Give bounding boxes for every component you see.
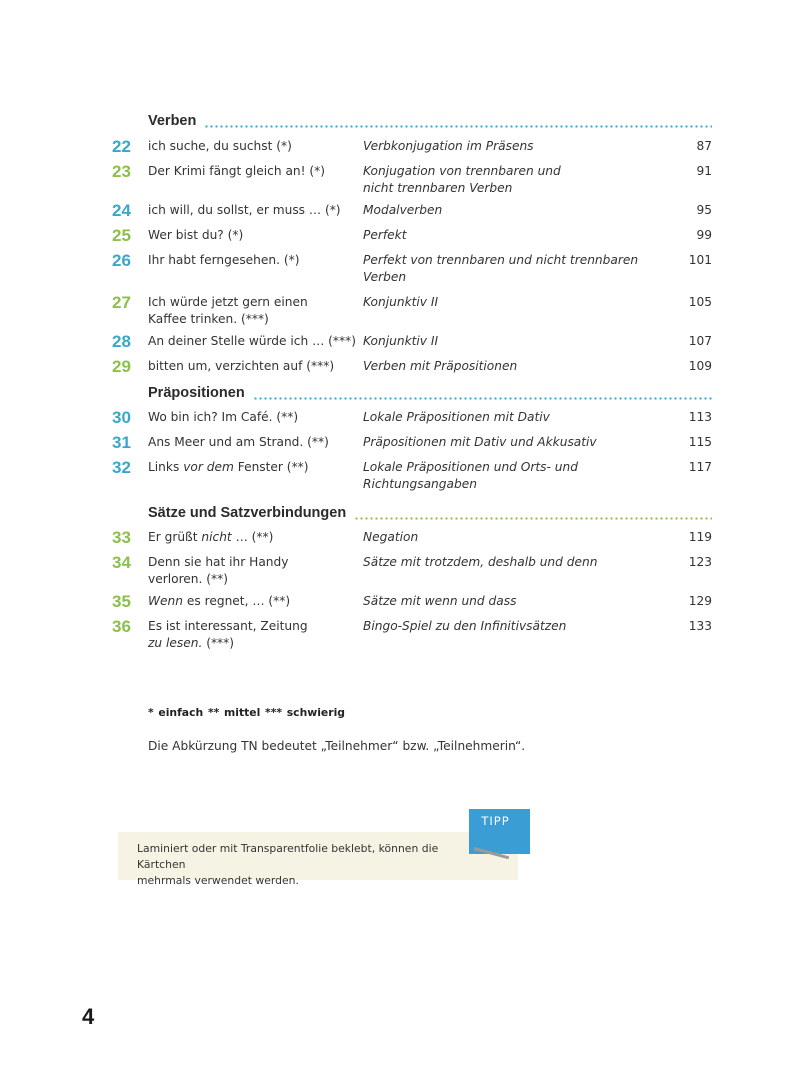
toc-row[interactable] bbox=[112, 163, 712, 197]
tip-label: TIPP bbox=[481, 814, 510, 828]
exercise-title bbox=[148, 529, 363, 546]
section-header bbox=[148, 502, 712, 522]
exercise-title: Der Krimi fängt gleich an! (*) bbox=[148, 164, 326, 178]
page-reference: 133 bbox=[688, 619, 712, 633]
toc-row[interactable] bbox=[112, 202, 712, 219]
title-line-1: Ich würde jetzt gern einen bbox=[148, 295, 308, 309]
page-reference: 109 bbox=[688, 359, 712, 373]
title-line-2: verloren. (**) bbox=[148, 572, 228, 586]
exercise-title: ich will, du sollst, er muss … (*) bbox=[148, 203, 341, 217]
exercise-topic: Negation bbox=[363, 530, 419, 544]
exercise-number: 23 bbox=[112, 162, 131, 181]
toc-row[interactable] bbox=[112, 434, 712, 451]
exercise-title: Wer bist du? (*) bbox=[148, 228, 244, 242]
toc-row[interactable] bbox=[112, 459, 712, 493]
title-emphasis: nicht bbox=[201, 530, 232, 544]
page-reference: 115 bbox=[688, 435, 712, 449]
toc-row[interactable] bbox=[112, 227, 712, 244]
exercise-title bbox=[148, 554, 363, 588]
section-title: Präpositionen bbox=[148, 385, 245, 401]
exercise-topic: Perfekt von trennbaren und nicht trennbaren Verben bbox=[363, 253, 639, 284]
title-line-2: Kaffee trinken. (***) bbox=[148, 312, 269, 326]
exercise-topic: Sätze mit trotzdem, deshalb und denn bbox=[363, 555, 598, 569]
topic-line-2: nicht trennbaren Verben bbox=[363, 181, 513, 195]
exercise-number: 26 bbox=[112, 251, 131, 270]
title-line-1: Denn sie hat ihr Handy bbox=[148, 555, 289, 569]
page-reference: 117 bbox=[688, 460, 712, 474]
title-part: Fenster (**) bbox=[233, 460, 309, 474]
dotted-rule bbox=[204, 125, 712, 128]
exercise-title bbox=[148, 459, 363, 493]
page-reference: 105 bbox=[688, 295, 712, 309]
exercise-number: 32 bbox=[112, 458, 131, 477]
toc-row[interactable] bbox=[112, 358, 712, 375]
page-reference: 129 bbox=[688, 594, 712, 608]
page-reference: 113 bbox=[688, 410, 712, 424]
title-part: … (**) bbox=[231, 530, 274, 544]
exercise-number: 30 bbox=[112, 408, 131, 427]
section-saetze bbox=[112, 502, 712, 652]
section-verben bbox=[112, 110, 712, 375]
exercise-number: 25 bbox=[112, 226, 131, 245]
toc-row[interactable] bbox=[112, 618, 712, 652]
title-line-1: Es ist interessant, Zeitung bbox=[148, 619, 308, 633]
exercise-number: 33 bbox=[112, 528, 131, 547]
exercise-title: An deiner Stelle würde ich … (***) bbox=[148, 334, 356, 348]
exercise-topic: Konjunktiv II bbox=[363, 295, 439, 309]
exercise-topic: Verben mit Präpositionen bbox=[363, 359, 518, 373]
exercise-number: 31 bbox=[112, 433, 131, 452]
title-emphasis: zu lesen. bbox=[148, 636, 203, 650]
toc-row[interactable] bbox=[112, 294, 712, 328]
page-reference: 95 bbox=[696, 203, 712, 217]
exercise-title: ich suche, du suchst (*) bbox=[148, 139, 292, 153]
dotted-rule bbox=[253, 397, 712, 400]
exercise-number: 29 bbox=[112, 357, 131, 376]
toc-row[interactable] bbox=[112, 333, 712, 350]
exercise-topic: Konjunktiv II bbox=[363, 334, 439, 348]
dotted-rule bbox=[354, 517, 712, 520]
exercise-title: Wo bin ich? Im Café. (**) bbox=[148, 410, 299, 424]
topic-line-1: Konjugation von trennbaren und bbox=[363, 164, 561, 178]
title-emphasis: Wenn bbox=[148, 594, 183, 608]
exercise-topic bbox=[363, 163, 667, 197]
exercise-title: bitten um, verzichten auf (***) bbox=[148, 359, 335, 373]
page-reference: 123 bbox=[688, 555, 712, 569]
title-part: Er grüßt bbox=[148, 530, 202, 544]
page-reference: 87 bbox=[696, 139, 712, 153]
title-emphasis: vor dem bbox=[183, 460, 234, 474]
toc-row[interactable] bbox=[112, 593, 712, 610]
exercise-number: 36 bbox=[112, 617, 131, 636]
page-reference: 101 bbox=[688, 253, 712, 267]
exercise-topic: Bingo-Spiel zu den Infinitivsätzen bbox=[363, 619, 567, 633]
exercise-number: 27 bbox=[112, 293, 131, 312]
exercise-title bbox=[148, 294, 363, 328]
abbreviation-note: Die Abkürzung TN bedeutet „Teilnehmer“ bzw. „Teilnehmerin“. bbox=[148, 739, 526, 753]
toc-row[interactable] bbox=[112, 554, 712, 588]
page-reference: 99 bbox=[696, 228, 712, 242]
tip-text bbox=[137, 841, 477, 889]
difficulty-legend: * einfach ** mittel *** schwierig bbox=[148, 706, 346, 719]
exercise-title bbox=[148, 593, 363, 610]
exercise-topic: Lokale Präpositionen und Orts- und Richtungsangaben bbox=[363, 460, 578, 491]
exercise-number: 28 bbox=[112, 332, 131, 351]
page-reference: 119 bbox=[688, 530, 712, 544]
exercise-number: 35 bbox=[112, 592, 131, 611]
section-header bbox=[148, 110, 712, 130]
page-reference: 107 bbox=[688, 334, 712, 348]
exercise-topic: Modalverben bbox=[363, 203, 443, 217]
page-reference: 91 bbox=[696, 164, 712, 178]
tip-text-line-1: Laminiert oder mit Transparentfolie beklebt, können die Kärtchen bbox=[137, 842, 439, 871]
exercise-number: 22 bbox=[112, 137, 131, 156]
exercise-topic: Perfekt bbox=[363, 228, 407, 242]
title-part: (***) bbox=[202, 636, 234, 650]
exercise-topic: Lokale Präpositionen mit Dativ bbox=[363, 410, 550, 424]
exercise-topic: Präpositionen mit Dativ und Akkusativ bbox=[363, 435, 597, 449]
section-title: Sätze und Satzverbindungen bbox=[148, 505, 347, 521]
exercise-title: Ihr habt ferngesehen. (*) bbox=[148, 253, 300, 267]
exercise-number: 34 bbox=[112, 553, 131, 572]
toc-row[interactable] bbox=[112, 252, 712, 286]
exercise-topic: Verbkonjugation im Präsens bbox=[363, 139, 534, 153]
toc-row[interactable] bbox=[112, 138, 712, 155]
exercise-topic: Sätze mit wenn und dass bbox=[363, 594, 517, 608]
section-header bbox=[148, 382, 712, 402]
tip-text-line-2: mehrmals verwendet werden. bbox=[137, 874, 299, 887]
toc-row[interactable] bbox=[112, 409, 712, 426]
exercise-number: 24 bbox=[112, 201, 131, 220]
exercise-title: Ans Meer und am Strand. (**) bbox=[148, 435, 329, 449]
title-part: es regnet, … (**) bbox=[183, 594, 291, 608]
page-number: 4 bbox=[82, 1004, 95, 1029]
section-title: Verben bbox=[148, 113, 197, 129]
section-praepositionen bbox=[112, 382, 712, 493]
toc-row[interactable] bbox=[112, 529, 712, 546]
exercise-title bbox=[148, 618, 363, 652]
title-part: Links bbox=[148, 460, 184, 474]
